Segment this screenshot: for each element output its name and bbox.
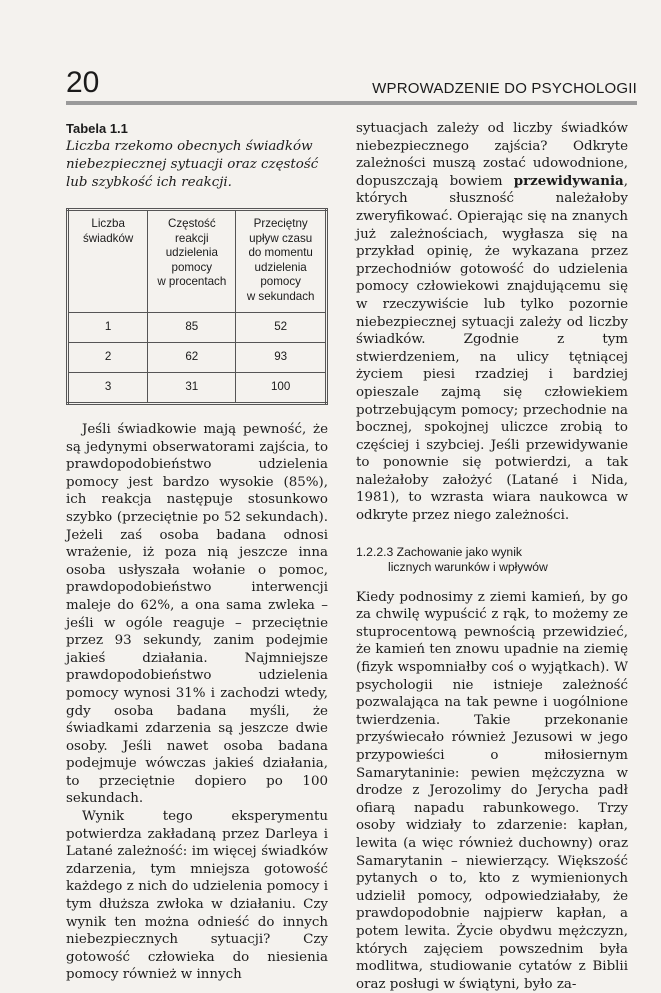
column-header-frequency: Częstość reakcji udzielenia pomocy w procentach (148, 210, 236, 313)
body-paragraph: Jeśli świadkowie mają pewność, że są jedynymi obserwatorami zajścia, to prawdopodobieństwo udzielenia pomocy jest bardzo wysokie (85%), ich reakcja następuje stosunkowo szybko (przeciętnie po 52 sekundach). Jeżeli zaś osoba badana odnosi wrażenie, iż poza nią jeszcze inna osoba usłyszała wołanie o pomoc, prawdopodobieństwo interwencji maleje do 62%, a ona sama zwleka – jeśli w ogóle reaguje – przeciętnie przez 93 sekundy, zanim podejmie jakieś działania. Najmniejsze prawdopodobieństwo udzielenia pomocy wynosi 31% i zachodzi wtedy, gdy osoba badana myśli, że świadkami zdarzenia są jeszcze dwie osoby. Jeśli nawet osoba badana podejmuje wówczas jakieś działania, to przeciętnie dopiero po 100 sekundach. (66, 422, 328, 807)
right-column (356, 120, 628, 993)
table-cell: 100 (236, 373, 327, 404)
column-header-witnesses: Liczba świadków (68, 210, 148, 313)
page-number: 20 (66, 66, 100, 99)
table-cell: 85 (148, 313, 236, 343)
table-cell: 3 (68, 373, 148, 404)
table-caption: Liczba rzekomo obecnych świadków niebezpiecznej sytuacji oraz częstość lub szybkość ich reakcji. (66, 139, 319, 190)
body-paragraph: Wynik tego eksperymentu potwierdza zakładaną przez Darleya i Latané zależność: im więcej świadków zdarzenia, tym mniejsza gotowość każdego z nich do udzielenia pomocy i tym dłuższa zwłoka w działaniu. Czy wynik ten można odnieść do innych niebezpiecznych sytuacji? Czy gotowość człowieka do niesienia pomocy również w innych (66, 809, 328, 983)
column-header-time: Przeciętny upływ czasu do momentu udzielenia pomocy w sekundach (236, 210, 327, 313)
table-header-row (68, 210, 327, 313)
section-number: 1.2.2.3 (356, 544, 394, 559)
data-table (66, 208, 328, 405)
left-column (66, 120, 328, 984)
table-cell: 62 (148, 343, 236, 373)
table-cell: 1 (68, 313, 148, 343)
table-cell: 52 (236, 313, 327, 343)
table-label: Tabela 1.1 (66, 121, 128, 136)
table-cell: 2 (68, 343, 148, 373)
table-row (68, 373, 327, 404)
body-paragraph: sytuacjach zależy od liczby świadków niebezpiecznego zajścia? Odkryte zależności muszą zostać udowodnione, dopuszczają bowiem przewidywania, których słuszność należałoby zweryfikować. Opierając się na znanych już zależnościach, wygłasza się na przykład opinię, że wykazana przez przechodniów gotowość do udzielenia pomocy człowiekowi znajdującemu się w rzeczywiście lub tylko pozornie niebezpiecznej sytuacji zależy od liczby świadków. Zgodnie z tym stwierdzeniem, na ulicy tętniącej życiem piesi rzadziej i bardziej opieszale zajmą się człowiekiem potrzebującym pomocy; przechodnie na bocznej, spokojnej uliczce zrobią to częściej i szybciej. Jeśli przewidywanie to ponownie się potwierdzi, a tak należałoby założyć (Latané i Nida, 1981), to wzrasta wiara naukowca w odkryte przez niego zależności. (356, 121, 628, 524)
table-row (68, 313, 327, 343)
body-paragraph: Kiedy podnosimy z ziemi kamień, by go za chwilę wypuścić z rąk, to możemy ze stuprocentową pewnością przewidzieć, że kamień ten znowu upadnie na ziemię (fizyk wspomniałby coś o wyjątkach). W psychologii nie istnieje zależność pozwalająca na tak pewne i uogólnione twierdzenia. Takie przekonanie przyświecało również Jezusowi w jego przypowieści o miłosiernym Samarytaninie: pewien mężczyzna w drodze z Jerozolimy do Jerycha padł ofiarą napadu rabunkowego. Trzy osoby widziały to zdarzenie: kapłan, lewita (a więc również duchowny) oraz Samarytanin – niewierzący. Większość pytanych o to, kto z wymienionych udzielił pomocy, odpowiedziałaby, że prawdopodobnie najpierw kapłan, a potem lewita. Życie obydwu mężczyzn, których zajęciem powszednim była modlitwa, studiowanie cytatów z Biblii oraz posługi w świątyni, było za- (356, 589, 628, 992)
page-header (0, 66, 661, 106)
table-cell: 93 (236, 343, 327, 373)
table-row (68, 343, 327, 373)
header-rule (66, 101, 637, 105)
section-title-line2: licznych warunków i wpływów (388, 559, 548, 574)
running-title: WPROWADZENIE DO PSYCHOLOGII (372, 80, 637, 97)
section-heading (356, 545, 628, 575)
table-cell: 31 (148, 373, 236, 404)
section-title-line1: Zachowanie jako wynik (396, 544, 522, 559)
bold-term: przewidywania (513, 172, 624, 189)
